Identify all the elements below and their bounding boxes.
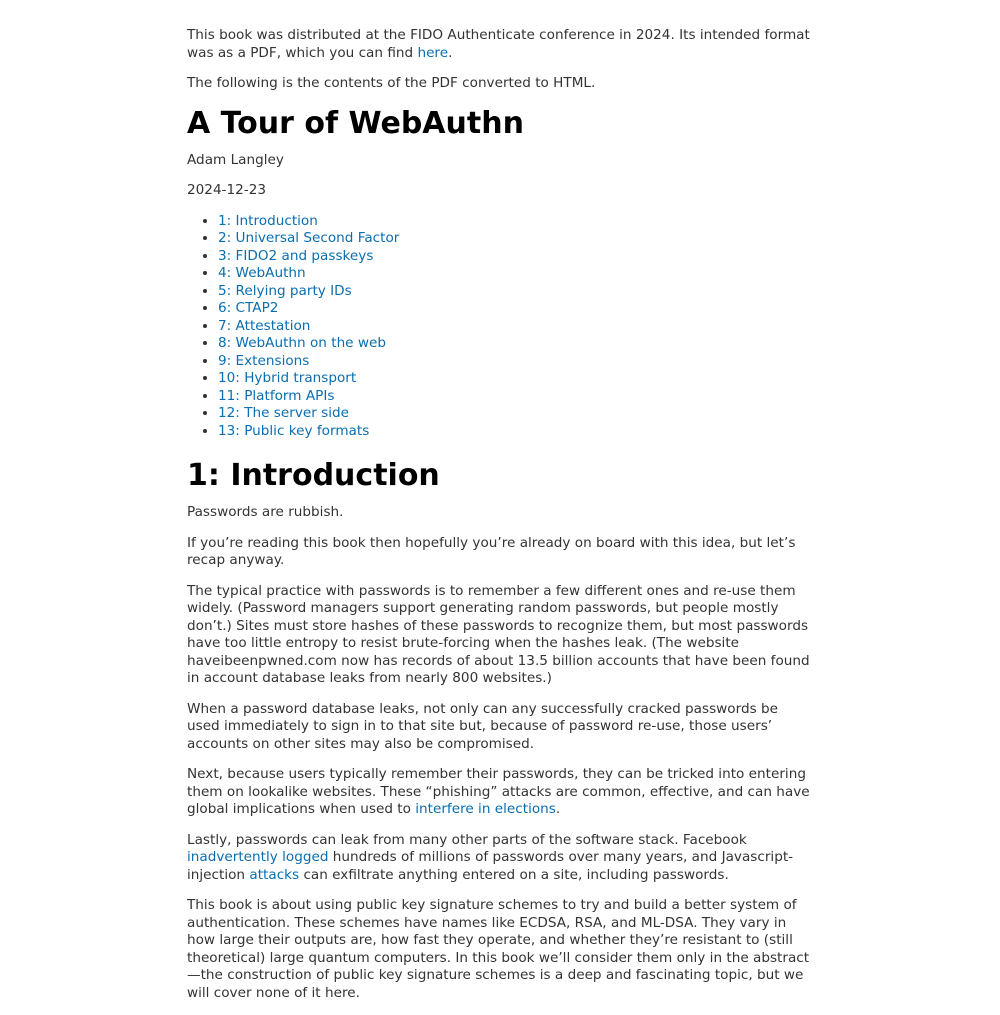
table-of-contents [187,213,813,441]
page-title: A Tour of WebAuthn [187,105,524,141]
pdf-link[interactable]: here [417,44,449,61]
toc-item [218,388,813,406]
toc-item [218,265,813,283]
attacks-link[interactable]: attacks [249,866,300,883]
document-body [187,27,813,1015]
toc-link-extensions[interactable]: 9: Extensions [218,352,310,369]
interfere-in-elections-link[interactable]: interfere in elections [415,801,556,817]
toc-item [218,353,813,371]
toc-link-webauthn-on-the-web[interactable]: 8: WebAuthn on the web [218,335,386,351]
intro-paragraph-4: When a password database leaks, not only can any successfully cracked passwords be used immediately to sign in to that site but, because of password re-use, those users’ accounts on other sites may also be compromised. [187,700,778,752]
toc-item [218,423,813,441]
toc-item [218,230,813,248]
toc-link-fido2-passkeys[interactable]: 3: FIDO2 and passkeys [218,247,374,264]
toc-item [218,248,813,266]
intro-paragraph-5: Next, because users typically remember their passwords, they can be tricked into entering them on lookalike websites. These “phishing” attacks are common, effective, and can have global implications when used to interfere in elections. [187,766,810,817]
toc-link-ctap2[interactable]: 6: CTAP2 [218,300,279,316]
toc-item [218,370,813,388]
toc-link-public-key-formats[interactable]: 13: Public key formats [218,422,370,439]
toc-link-attestation[interactable]: 7: Attestation [218,317,311,334]
conversion-note: The following is the contents of the PDF converted to HTML. [187,75,596,91]
author: Adam Langley [187,151,284,168]
intro-paragraph-1: Passwords are rubbish. [187,504,344,520]
toc-link-relying-party-ids[interactable]: 5: Relying party IDs [218,282,352,299]
intro-paragraph-3: The typical practice with passwords is to remember a few different ones and re-use them widely. (Password managers support generating random passwords, but people mostly don’t.) Sites must store hashes of these passwords to recognize them, but most passwords have too little entropy to resist brute-forcing when the hashes leak. (The website haveibeenpwned.com now has records of about 13.5 billion accounts that have been found in account database leaks from nearly 800 websites.) [187,582,810,686]
intro-paragraph-6: Lastly, passwords can leak from many other parts of the software stack. Facebook inadvertently logged hundreds of millions of passwords over many years, and Javascript-injection attacks can exfiltrate anything entered on a site, including passwords. [187,831,794,883]
toc-link-introduction[interactable]: 1: Introduction [218,212,318,229]
toc-item [218,318,813,336]
toc-link-webauthn[interactable]: 4: WebAuthn [218,265,306,281]
section-heading-introduction: 1: Introduction [187,458,440,493]
inadvertently-logged-link[interactable]: inadvertently logged [187,849,329,865]
preface-paragraph: This book was distributed at the FIDO Authenticate conference in 2024. Its intended format was as a PDF, which you can find here. [187,27,810,61]
toc-item [218,300,813,318]
toc-link-platform-apis[interactable]: 11: Platform APIs [218,387,335,404]
toc-link-server-side[interactable]: 12: The server side [218,405,350,421]
toc-link-hybrid-transport[interactable]: 10: Hybrid transport [218,370,357,386]
toc-item [218,213,813,231]
toc-item [218,335,813,353]
intro-paragraph-2: If you’re reading this book then hopefully you’re already on board with this idea, but let’s recap anyway. [187,534,796,568]
intro-paragraph-7: This book is about using public key signature schemes to try and build a better system of authentication. These schemes have names like ECDSA, RSA, and ML-DSA. They vary in how large their outputs are, how fast they operate, and whether they’re resistant to (still theoretical) large quantum computers. In this book we’ll consider them only in the abstract—the construction of public key signature schemes is a deep and fascinating topic, but we will cover none of it here. [187,897,810,1001]
toc-item [218,283,813,301]
toc-link-universal-second-factor[interactable]: 2: Universal Second Factor [218,230,400,246]
date: 2024-12-23 [187,182,267,198]
toc-item [218,405,813,423]
